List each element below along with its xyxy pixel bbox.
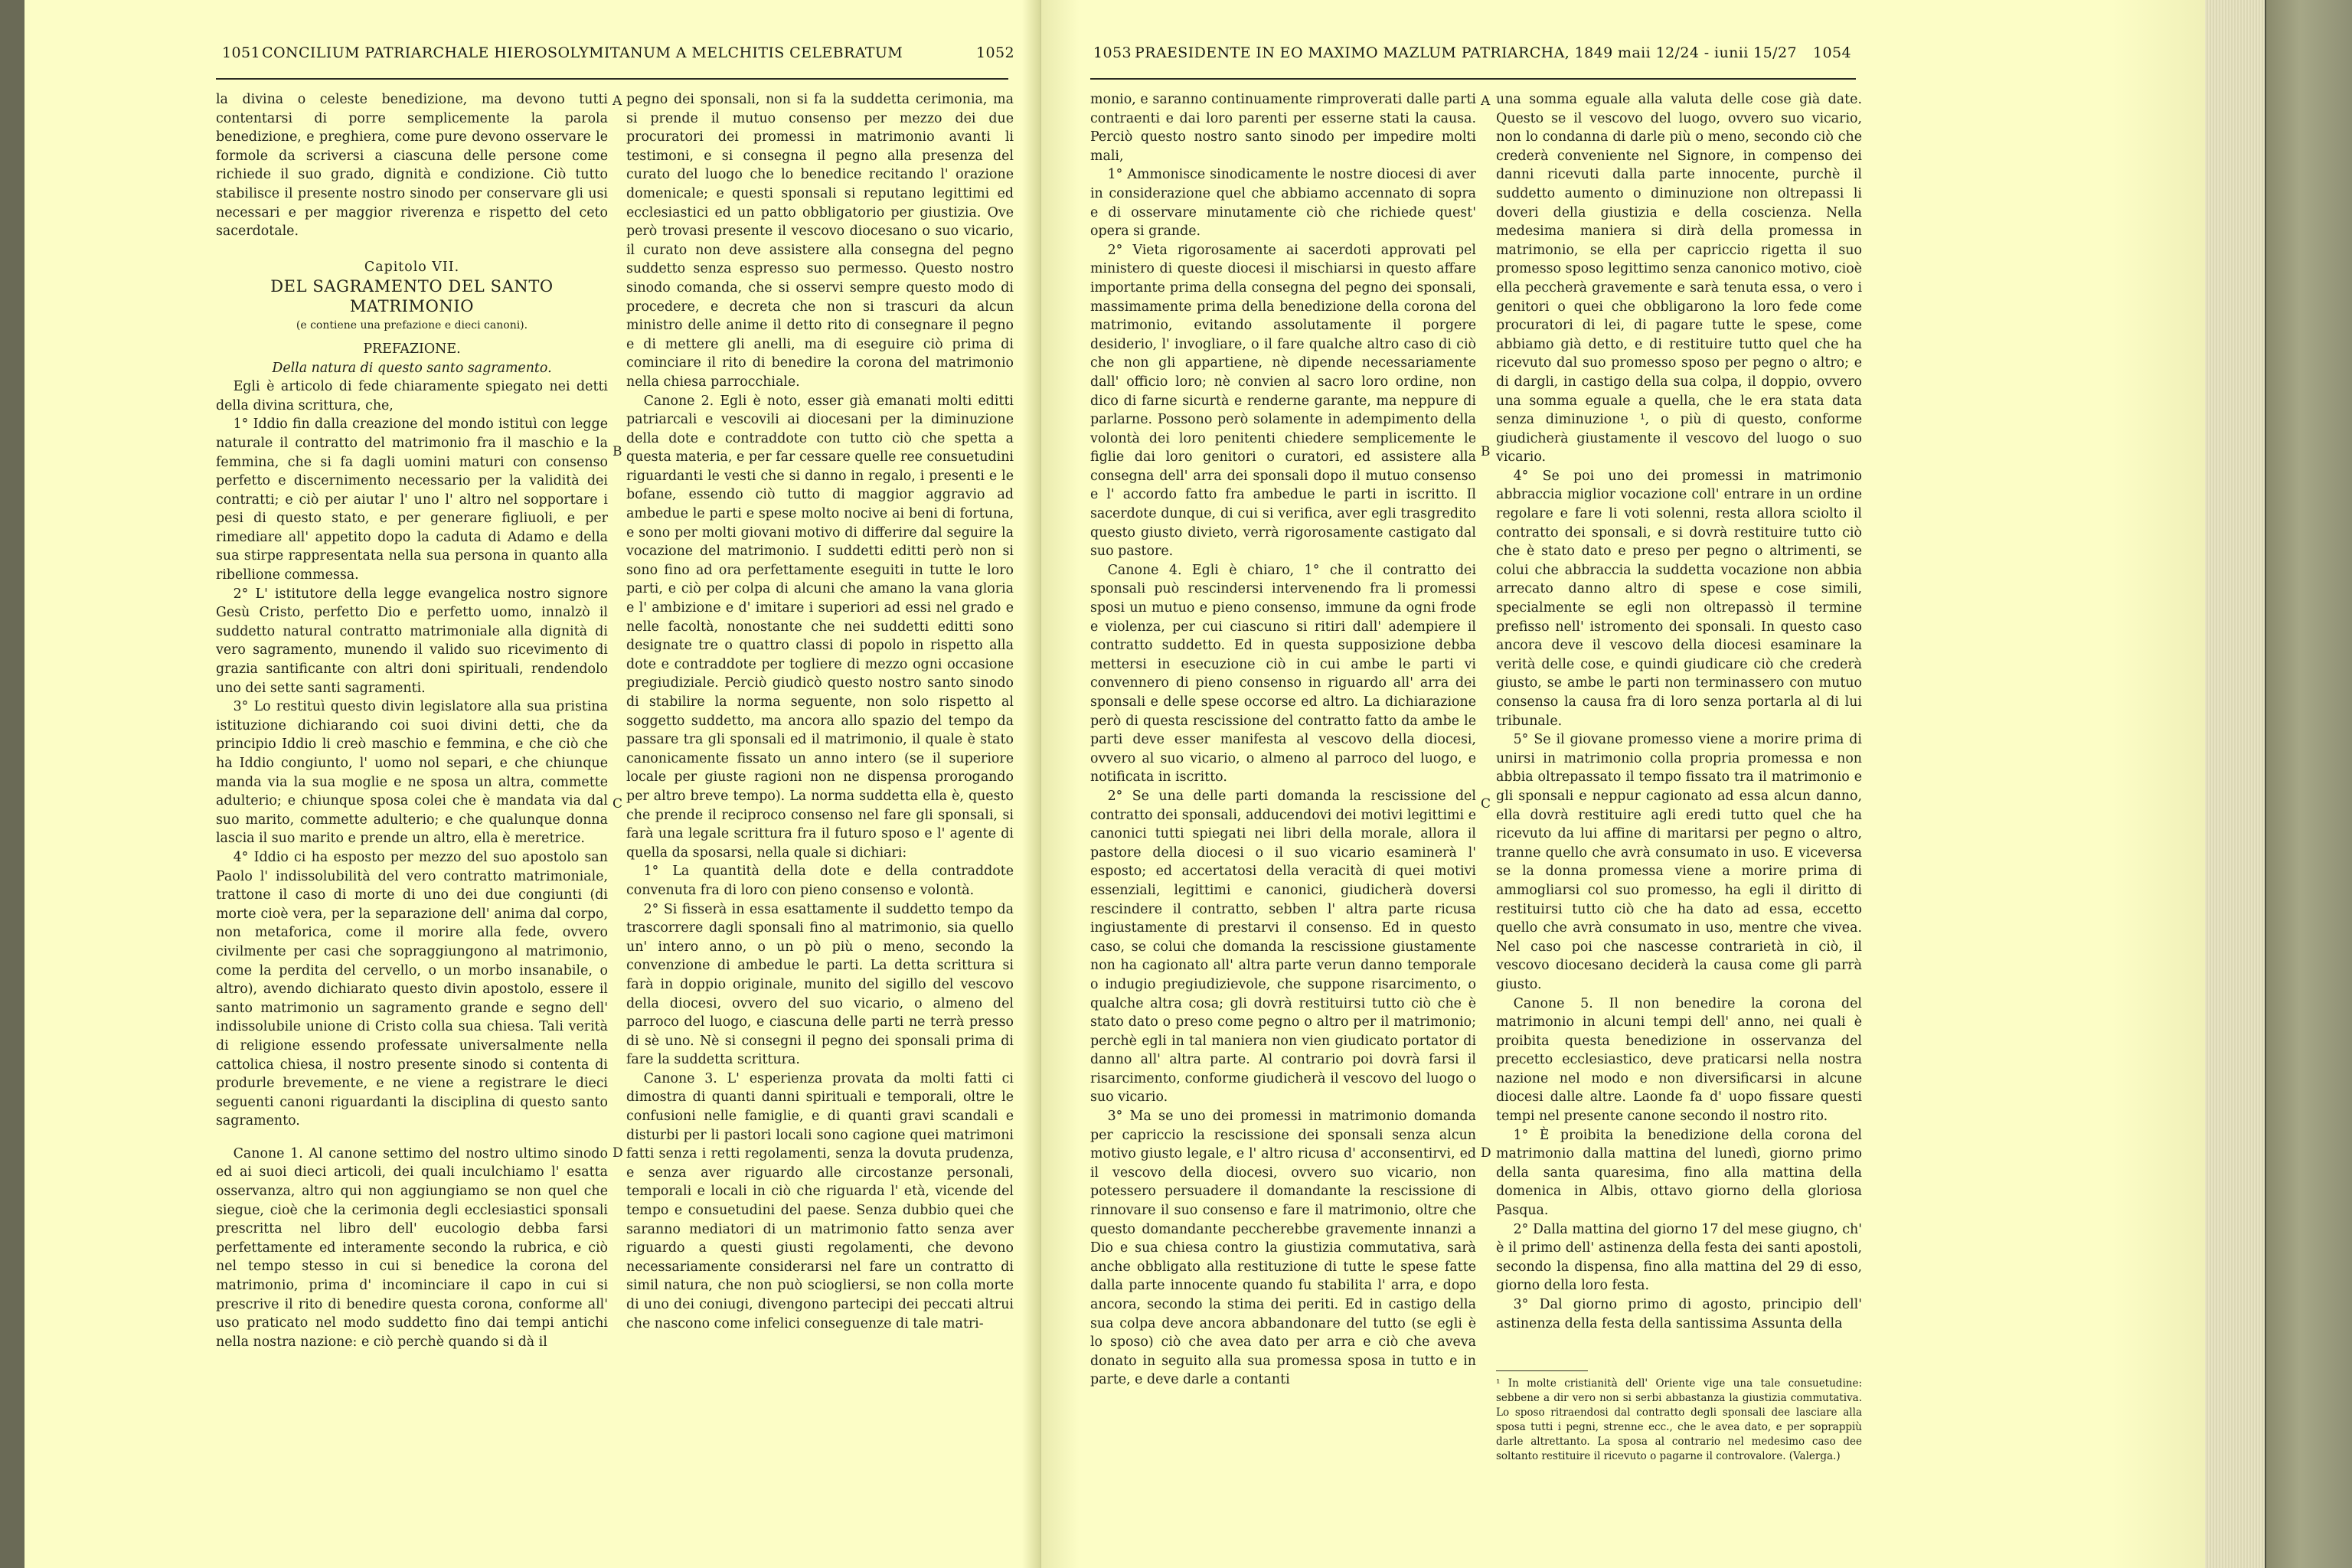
paragraph: 5° Se il giovane promesso viene a morire prima di unirsi in matrimonio colla propria promessa e non abbia oltrepassato il tempo fissato tra il matrimonio e gli sponsali e neppur cagionato ad essa alcun danno, ella dovrà restituire agli eredi tutto quel che ha ricevuto da lui affine di maritarsi per pegno o altro, tranne quello che avrà consumato in uso. E viceversa se la donna promessa viene a morire prima di ammogliarsi col suo promesso, ha egli il diritto di restituirsi tutto ciò che ha dato ad essa, eccetto quello che avrà consumato in uso, mentre che vivea. Nel caso poi che nascesse contrarietà in ciò, il vescovo diocesano deciderà la causa come gli parrà giusto. xyxy=(1496,732,1862,992)
right-running-title: PRAESIDENTE IN EO MAXIMO MAZLUM PATRIARCHA, 1849 maii 12/24 - iunii 15/27 xyxy=(1135,44,1797,61)
paragraph: 1° Ammonisce sinodicamente le nostre diocesi di aver in considerazione quel che abbiamo accennato di sopra e di osservare minutamente ciò che richiede quest' opera si grande. xyxy=(1090,167,1476,240)
left-column-1 xyxy=(216,90,608,1351)
paragraph: pegno dei sponsali, non si fa la suddetta cerimonia, ma si prende il mutuo consenso per mezzo dei due procuratori dei promessi in matrimonio avanti li testimoni, e si consegna il pegno alla presenza del curato del luogo che lo benedice recitando l' orazione domenicale; e questi sponsali si reputano legittimi ed ecclesiastici ed un patto obbligatorio per giustizia. Ove però trovasi presente il vescovo diocesano o suo vicario, il curato non deve assistere alla consegna del pegno suddetto senza espresso suo permesso. Questo nostro sinodo comanda, che si osservi sempre questo modo di procedere, e decreta che non si trascuri da alcun ministro delle anime il detto rito di consegnare il pegno e di mettere gli anelli, ma di eseguire ciò prima di cominciare il rito di benedire la corona del matrimonio nella chiesa parrocchiale. xyxy=(626,92,1014,390)
paragraph: 2° L' istitutore della legge evangelica nostro signore Gesù Cristo, perfetto Dio e perfetto uomo, innalzò il suddetto natural contratto matrimoniale alla dignità di vero sagramento, munendo il valido suo ricevimento di grazia santificante con altri doni spirituali, rendendolo uno dei sette santi sagramenti. xyxy=(216,586,608,696)
preface-title: Della natura di questo santo sagramento. xyxy=(272,360,552,376)
paragraph: 2° Si fisserà in essa esattamente il suddetto tempo da trascorrere dagli sponsali fino al matrimonio, sia quello un' intero anno, o un pò più o meno, secondo la convenzione di ambedue le parti. La detta scrittura si farà in doppio originale, munito del sigillo del vescovo della diocesi, ovvero del suo vicario, o almeno del parroco del luogo, e ciascuna delle parti ne terrà presso di sè uno. Nè si consegni il pegno dei sponsali prima di fare la suddetta scrittura. xyxy=(626,901,1014,1068)
paragraph: Canone 5. Il non benedire la corona del matrimonio in alcuni tempi dell' anno, nei quali è proibita questa benedizione in osservanza del precetto ecclesiastico, deve praticarsi nella nostra nazione nel modo e non diversificarsi in alcune diocesi dalle altre. Laonde fa d' uopo fissare questi tempi nel presente canone secondo il nostro rito. xyxy=(1496,995,1862,1125)
paragraph: una somma eguale alla valuta delle cose già date. Questo se il vescovo del luogo, ovvero suo vicario, non lo condanna di darle più o meno, secondo ciò che crederà conveniente nel Signore, in compenso dei danni ricevuti dalla parte innocente, purchè il suddetto aumento o diminuzione non oltrepassi li doveri della giustizia e della coscienza. Nella medesima maniera si dirà della promessa in matrimonio, se ella per capriccio rigetta il suo promesso sposo legittimo senza canonico motivo, cioè ella peccherà gravemente e sarà tenuta essa, o vero i genitori o quei che obbligarono la loro fede come procuratori di lei, di pagare tutte le spese, come abbiamo già detto, e di restituire tutto quel che ha ricevuto dal suo promesso sposo per pegno o altro; e di dargli, in castigo della sua colpa, il doppio, ovvero una somma eguale a quella, che le era stata data senza diminuzione ¹, o più di questo, conforme giudicherà giustamente il vescovo del luogo o suo vicario. xyxy=(1496,92,1862,466)
paragraph: 1° Iddio fin dalla creazione del mondo istituì con legge naturale il contratto del matrimonio fra il maschio e la femmina, che si fa dagli uomini maturi con consenso perfetto e discernimento necessario per la validità dei contratti; e ciò per aiutar l' uno l' altro nel sopportare i pesi di questo stato, e per generare figliuoli, e per rimediare all' appetito dopo la caduta di Adamo e della sua stirpe rappresentata nella sua persona in quanto alla ribellione commessa. xyxy=(216,416,608,583)
paragraph: 3° Dal giorno primo di agosto, principio dell' astinenza della festa della santissima Assunta della xyxy=(1496,1297,1862,1331)
paragraph: 3° Ma se uno dei promessi in matrimonio domanda per capriccio la rescissione dei sponsali senza alcun motivo giusto legale, e l' altro ricusa d' acconsentirvi, ed il vescovo della diocesi, ovvero suo vicario, non potessero persuadere il domandante la rescissione di rinnovare il suo consenso e fare il matrimonio, oltre che questo domandante peccherebbe gravemente innanzi a Dio e sua chiesa contro la giustizia commutativa, sarà anche obbligato alla restituzione di tutte le spese fatte dalla parte innocente quando fu stabilita l' arra, e dopo ancora, secondo la stima dei periti. Ed in castigo della sua colpa deve ancora abbandonare del tutto (se egli è lo sposo) ciò che avea dato per arra e ciò che aveva donato in seguito alla sua promessa sposa in tutto e in parte, e deve darle a contanti xyxy=(1090,1109,1476,1388)
section-marker-c: C xyxy=(1481,796,1491,812)
paragraph: la divina o celeste benedizione, ma devono tutti contentarsi di porre semplicemente la parola benedizione, e preghiera, come pure devono osservare le formole da scriversi a ciascuna delle persone come richiede il suo grado, dignità e condizione. Ciò tutto stabilisce il presente nostro sinodo per conservare gli usi necessari e per maggior riverenza e rispetto del ceto sacerdotale. xyxy=(216,92,608,240)
section-marker-b: B xyxy=(1481,444,1491,459)
right-column-2 xyxy=(1496,90,1862,1333)
section-marker-a: A xyxy=(612,93,622,109)
paragraph: 3° Lo restituì questo divin legislatore alla sua pristina istituzione dichiarando coi suoi divini detti, che da principio Iddio li creò maschio e femmina, e che ciò che ha Iddio congiunto, l' uomo nol separi, e che chiunque manda via la sua moglie e ne sposa un altra, commette adulterio; e chiunque sposa colei che è mandata via dal suo marito, commette adulterio; e che qualunque donna lascia il suo marito e prende un altro, ella è meretrice. xyxy=(216,699,608,847)
section-marker-d: D xyxy=(612,1145,623,1161)
section-marker-b: B xyxy=(612,444,622,459)
left-page xyxy=(0,0,1041,1568)
paragraph: Canone 3. L' esperienza provata da molti fatti ci dimostra di quanti danni spirituali e temporali, oltre le confusioni nelle famiglie, e di quanti gravi scandali e disturbi per li pastori locali sono cagione quei matrimoni fatti senza i retti regolamenti, senza la dovuta prudenza, e senza aver riguardo alle circostanze personali, temporali e locali in ciò che riguarda l' età, vicende del tempo e consuetudini del paese. Senza dubbio quei che saranno mediatori di un matrimonio fatto senza aver riguardo a questi giusti regolamenti, che devono necessariamente considerarsi nel fare un contratto di simil natura, che non può sciogliersi, se non colla morte di uno dei coniugi, divengono partecipi dei peccati altrui che nascono come infelici conseguenze di tale matri- xyxy=(626,1070,1014,1331)
contents-note: (e contiene una prefazione e dieci canoni). xyxy=(296,319,528,332)
left-page-number-1: 1051 xyxy=(222,44,260,61)
book-background xyxy=(2266,0,2352,1568)
right-page-number-2: 1054 xyxy=(1813,44,1851,61)
left-column-2 xyxy=(626,90,1014,1333)
right-column-1 xyxy=(1090,90,1476,1390)
paragraph: 2° Se una delle parti domanda la rescissione del contratto dei sponsali, adducendovi dei motivi legittimi e canonici tutti spiegati nei libri della morale, allora il pastore della diocesi o il suo vicario esaminerà l' esposto; ed accertatosi della veracità di quei motivi essenziali, legittimi e canonici, giudicherà doversi rescindere il contratto, sebben l' altra parte ricusa ingiustamente di prestarvi il consenso. Ed in questo caso, se colui che domanda la rescissione giustamente non ha cagionato all' altra parte verun danno temporale o indugio pregiudizievole, che suppone risarcimento, o qualche altra cosa; gli dovrà restituirsi tutto ciò che è stato dato o preso come pegno o altro per il matrimonio; perchè egli in tal maniera non vien giudicato portator di danno all' altra parte. Al contrario poi dovrà farsi il risarcimento, conforme giudicherà il vescovo del luogo o suo vicario. xyxy=(1090,788,1476,1106)
paragraph: 2° Vieta rigorosamente ai sacerdoti approvati pel ministero di queste diocesi il mischiarsi in questo affare importante prima della consegna del pegno dei sponsali, massimamente prima della benedizione della corona del matrimonio, evitando assolutamente il porgere desiderio, l' invogliare, o il fare qualche altro caso di ciò che non gli appartiene, nè dipende necessariamente dall' officio loro; nè convien al sacro loro ordine, non dico di farne sicurtà e renderne garante, ma neppure di parlarne. Possono però solamente in adempimento della volontà dei loro penitenti chiedere semplicemente le figlie dai loro genitori o curatori, ed assistere alla consegna dell' arra dei sponsali dopo il mutuo consenso e l' accordo fatto fra ambedue le parti in iscritto. Il sacerdote dunque, di cui si verifica, aver egli trasgredito questo giusto divieto, verrà rigorosamente castigato dal suo pastore. xyxy=(1090,242,1476,560)
preface-label: PREFAZIONE. xyxy=(363,341,461,357)
paragraph: 1° La quantità della dote e della contraddote convenuta fra di loro con pieno consenso e volontà. xyxy=(626,864,1014,898)
footnote: ¹ In molte cristianità dell' Oriente vige una tale consuetudine: sebbene a dir vero non si serbi abbastanza la giustizia commutativa. Lo sposo ritraendosi dal contratto degli sponsali dee lasciare alla sposa tutti i pegni, strenne ecc., che le avea dato, e per soprappiù darle altrettanto. La sposa al contrario nel medesimo caso dee soltanto restituire il ricevuto o pagarne il controvalore. (Valerga.) xyxy=(1496,1377,1862,1462)
paragraph: Canone 1. Al canone settimo del nostro ultimo sinodo ed ai suoi dieci articoli, dei quali inculchiamo l' esatta osservanza, altro qui non aggiungiamo se non quel che siegue, cioè che la cerimonia degli ecclesiastici sponsali prescritta nel libro dell' eucologio debba farsi perfettamente ed interamente secondo la rubrica, e ciò nel tempo stesso in cui si benedice la corona del matrimonio, prima d' incominciare il capo in cui si prescrive il rito di benedire questa corona, conforme all' uso praticato nel modo suddetto fino dai tempi antichi nella nostra nazione: e ciò perchè quando si dà il xyxy=(216,1145,608,1350)
paragraph: Canone 2. Egli è noto, esser già emanati molti editti patriarcali e vescovili ai diocesani per la diminuzione della dote e contraddote con tutto ciò che spetta a questa materia, e per far cessare quelle ree consuetudini riguardanti le vesti che si danno in regalo, i presenti e le bofane, essendo ciò tutto di maggior aggravio ad ambedue le parti e spese molto nocive ai beni di fortuna, e sono per molti giovani motivo di differire dal seguire la vocazione del matrimonio. I suddetti editti però non si sono fino ad ora perfettamente eseguiti in tutte le loro parti, e ciò per colpa di alcuni che amano la vana gloria e l' ambizione e d' imitare i superiori ad essi nel grado e nelle facoltà, nonostante che nei suddetti editti sono designate tre o quattro classi di popolo in rispetto alla dote e contraddote per togliere di mezzo ogni occasione pregiudiziale. Perciò giudicò questo nostro santo sinodo di stabilire la norma seguente, non solo rispetto al soggetto suddetto, ma ancora allo spazio del tempo da passare tra gli sponsali ed il matrimonio, il quale è stato canonicamente fissato un anno intero (se il superiore locale per giuste ragioni non ne dispensa prorogando per altro breve tempo). La norma suddetta ella è, questo che prende il reciproco consenso nel fare gli sponsali, si farà una legale scrittura fra il futuro sposo e l' agente di quella da sposarsi, nella quale si dichiari: xyxy=(626,393,1014,861)
page-edges xyxy=(2205,0,2265,1568)
paragraph: 4° Se poi uno dei promessi in matrimonio abbraccia miglior vocazione coll' entrare in un ordine regolare e fare li voti solenni, resta allora sciolto il contratto dei sponsali, e si dovrà restituire tutto ciò che è stato dato e preso per pegno o altrimenti, se colui che abbraccia la suddetta vocazione non abbia arrecato danno altro di spese e cose simili, specialmente se egli non oltrepassò il termine prefisso nell' istromento dei sponsali. In questo caso ancora deve il vescovo della diocesi esaminare la verità delle cose, e quindi giudicare ciò che crederà giusto, se ambe le parti non terminassero con mutuo consenso la causa fra di loro senza portarla al di lui tribunale. xyxy=(1496,468,1862,729)
left-header-rule xyxy=(216,78,1008,80)
right-header-rule xyxy=(1090,78,1856,80)
paragraph: 1° È proibita la benedizione della corona del matrimonio dalla mattina del lunedì, giorno primo della santa quaresima, fino alla mattina della domenica in Albis, ottavo giorno della gloriosa Pasqua. xyxy=(1496,1127,1862,1219)
right-page xyxy=(1041,0,2205,1568)
paragraph: 4° Iddio ci ha esposto per mezzo del suo apostolo san Paolo l' indissolubilità del vero contratto matrimoniale, trattone il caso di morte di uno dei due congiunti (di morte cioè vera, per la separazione dell' anima dal corpo, non metaforica, come il morire alla fede, ovvero civilmente per casi che sopraggiungono al matrimonio, come la perdita del cervello, o un morbo insanabile, o altro), avendo dichiarato questo divin apostolo, essere il santo matrimonio un sagramento grande e segno dell' indissolubile unione di Cristo colla sua chiesa. Tali verità di religione essendo professate universalmente nella cattolica chiesa, il nostro presente sinodo si contenta di produrle brevemente, e ne viene a registrare le dieci seguenti canoni riguardanti la disciplina di questo santo sagramento. xyxy=(216,849,608,1129)
chapter-heading: DEL SAGRAMENTO DEL SANTO MATRIMONIO xyxy=(270,277,554,316)
footnote-rule xyxy=(1496,1370,1588,1371)
paragraph: Canone 4. Egli è chiaro, 1° che il contratto dei sponsali può rescindersi intervenendo fra li promessi sposi un mutuo e pieno consenso, immune da ogni frode e violenza, per cui ciascuno si ritiri dall' adempiere il contratto suddetto. Ed in questa supposizione debba mettersi in esecuzione ciò in cui ambe le parti vi convennero di pieno consenso in riguardo all' arra dei sponsali e delle spese occorse ed altro. La dichiarazione però di questa rescissione del contratto fatto da ambe le parti deve esser manifesta al vescovo della diocesi, ovvero al suo vicario, o almeno al parroco del luogo, e notificata in iscritto. xyxy=(1090,562,1476,786)
chapter-label: Capitolo VII. xyxy=(364,259,460,275)
paragraph: monio, e saranno continuamente rimproverati dalle parti contraenti e dai loro parenti per esserne stati la causa. Perciò questo nostro santo sinodo per impedire molti mali, xyxy=(1090,92,1476,164)
left-page-number-2: 1052 xyxy=(976,44,1014,61)
section-marker-d: D xyxy=(1481,1145,1491,1161)
right-page-number-1: 1053 xyxy=(1093,44,1132,61)
paragraph: Egli è articolo di fede chiaramente spiegato nei detti della divina scrittura, che, xyxy=(216,379,608,413)
left-running-title: CONCILIUM PATRIARCHALE HIEROSOLYMITANUM A MELCHITIS CELEBRATUM xyxy=(262,44,903,61)
paragraph: 2° Dalla mattina del giorno 17 del mese giugno, ch' è il primo dell' astinenza della festa dei santi apostoli, secondo la dispensa, fino alla mattina del 29 di esso, giorno della loro festa. xyxy=(1496,1221,1862,1294)
section-marker-c: C xyxy=(612,796,623,812)
section-marker-a: A xyxy=(1481,93,1491,109)
